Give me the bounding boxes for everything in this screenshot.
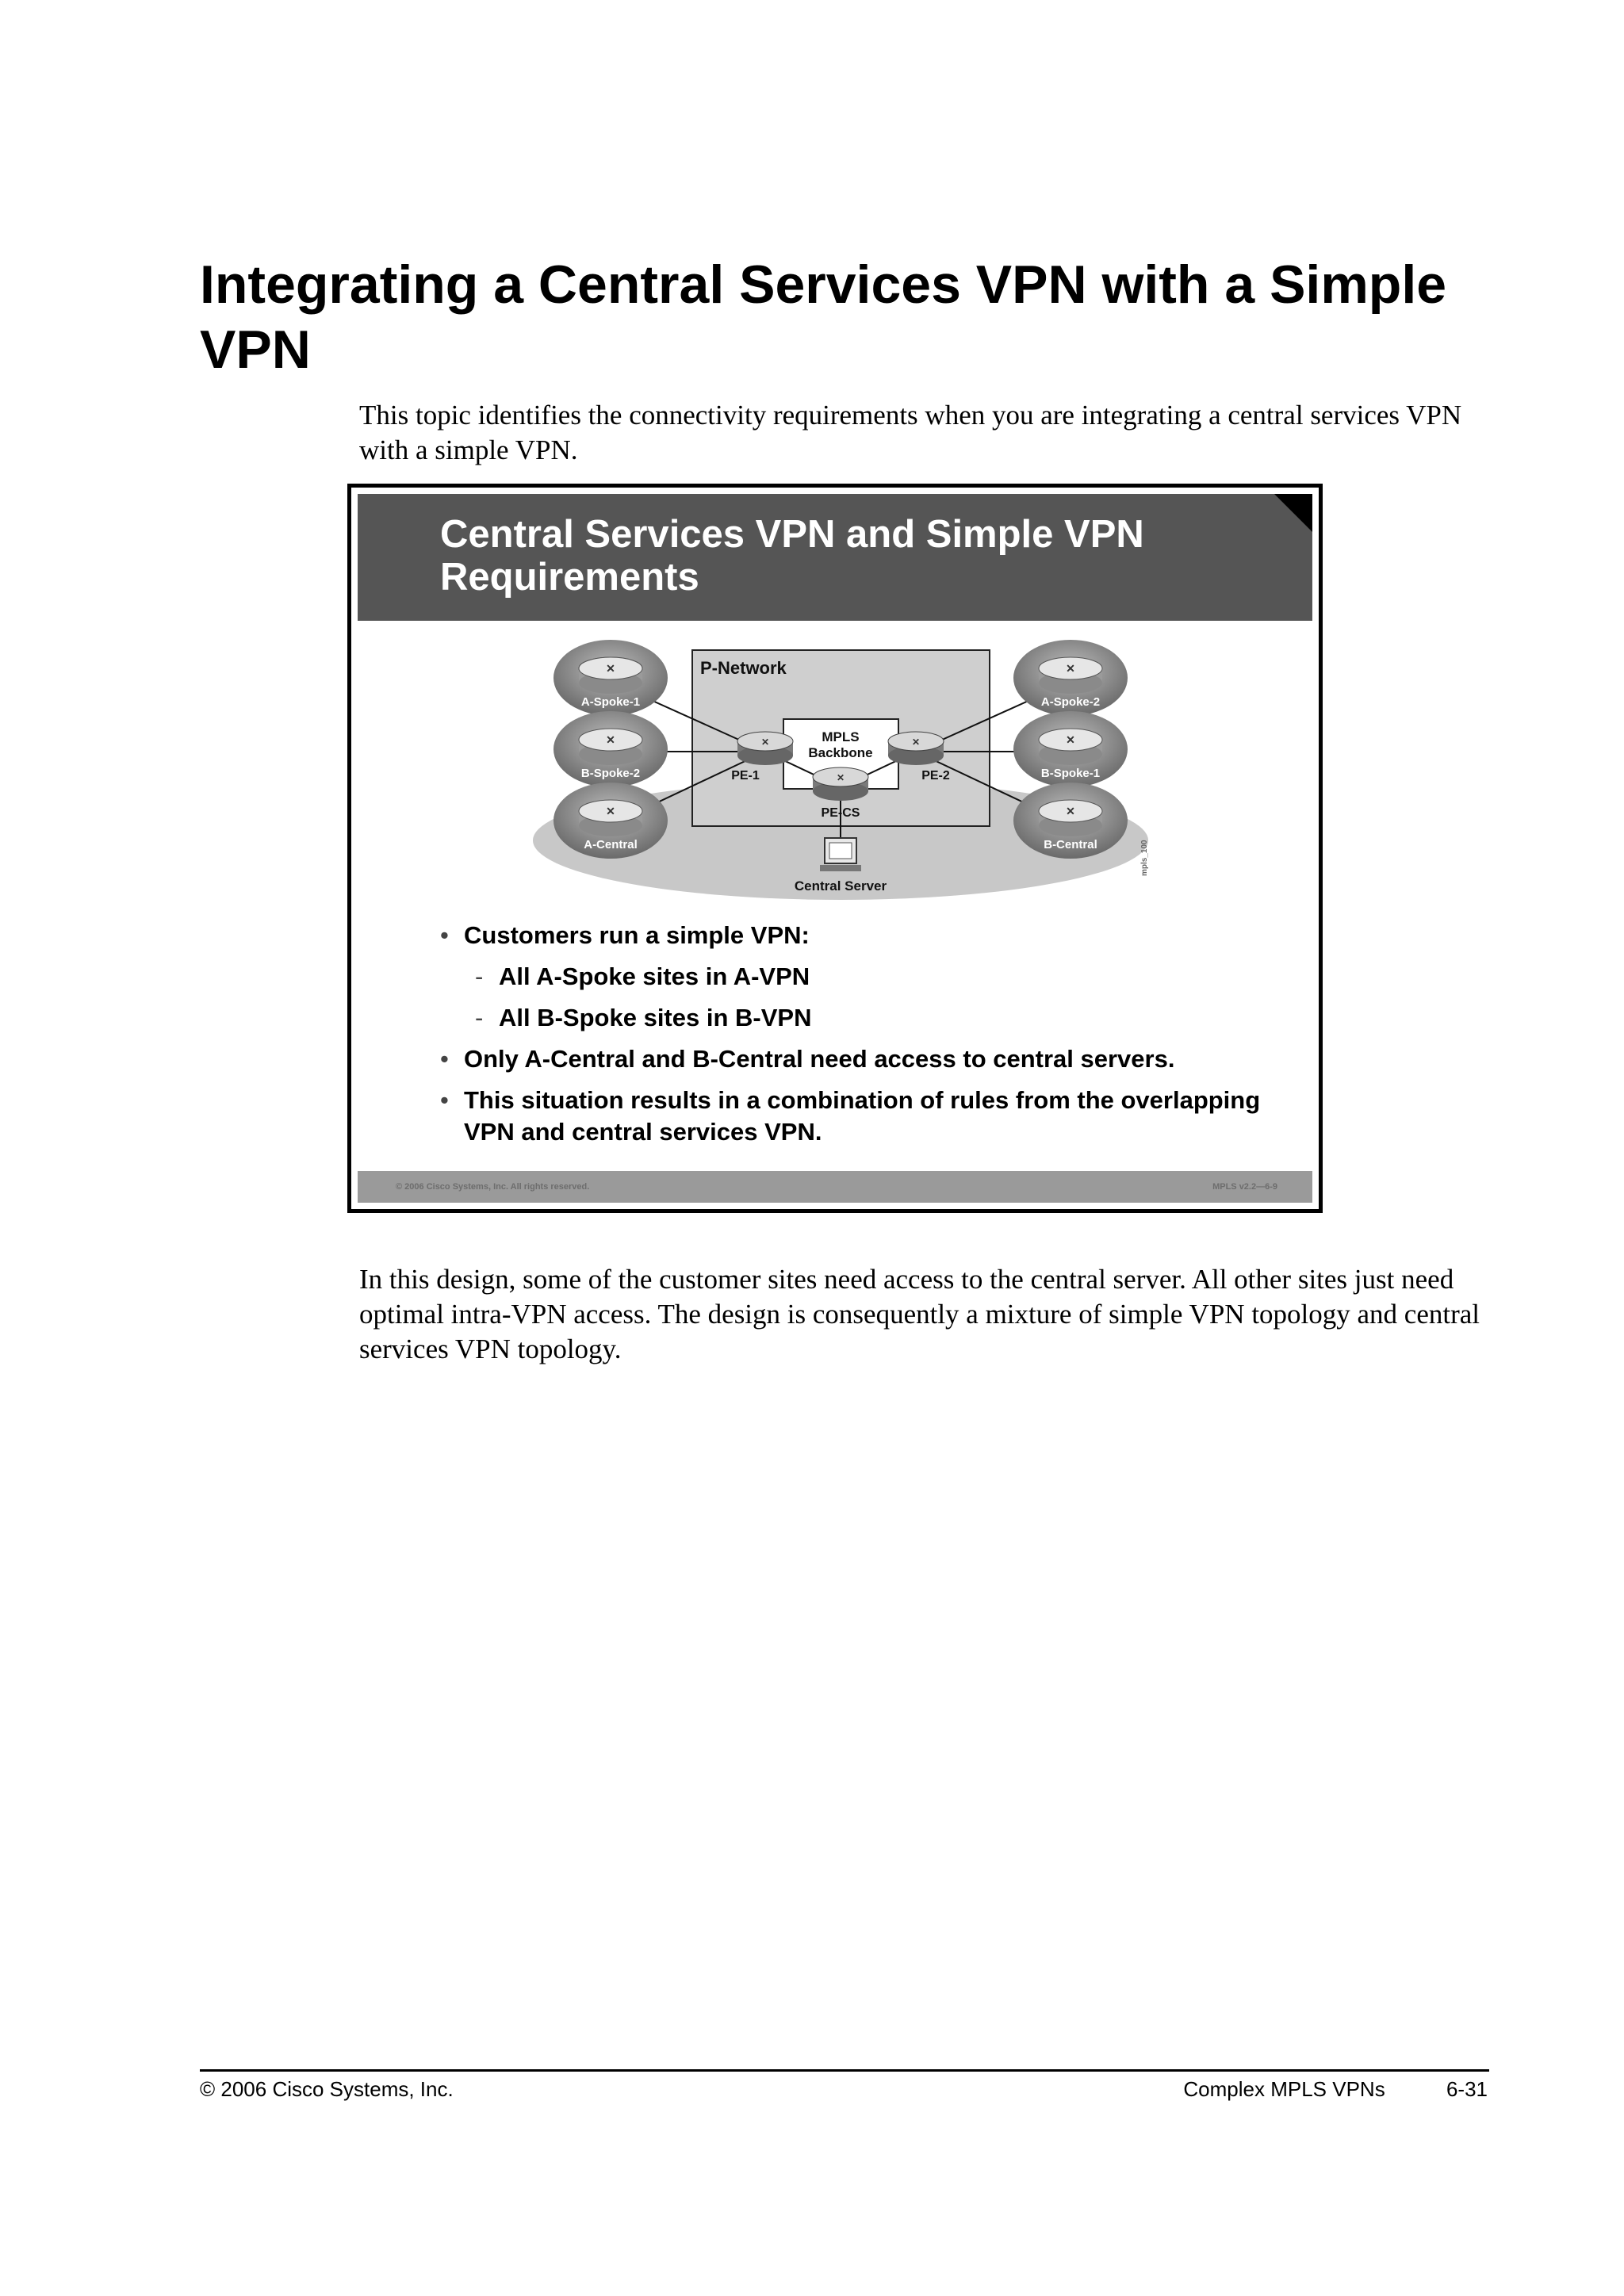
svg-text:✕: ✕ xyxy=(606,733,615,746)
site-b-spoke-1 xyxy=(1013,711,1128,787)
svg-text:B-Spoke-1: B-Spoke-1 xyxy=(1040,767,1101,780)
sub-bullet-item: - All B-Spoke sites in B-VPN xyxy=(475,1004,812,1031)
footer-divider xyxy=(200,2069,1489,2072)
backbone-label: Backbone xyxy=(808,745,873,760)
central-server-label: Central Server xyxy=(794,878,887,894)
svg-text:✕: ✕ xyxy=(606,805,615,817)
site-a-spoke-1 xyxy=(553,640,668,716)
bullet-item: • Only A-Central and B-Central need access to central servers. xyxy=(440,1045,1175,1073)
page-number: 6-31 xyxy=(1446,2077,1488,2101)
svg-text:✕: ✕ xyxy=(760,737,770,748)
sub-bullet-item: - All A-Spoke sites in A-VPN xyxy=(475,962,810,990)
svg-text:✕: ✕ xyxy=(911,737,921,748)
figure-id: mpls_100 xyxy=(1140,840,1149,876)
slide-header xyxy=(358,494,1312,621)
svg-text:A-Spoke-1: A-Spoke-1 xyxy=(580,695,641,709)
site-a-central xyxy=(553,783,668,859)
slide-course-code: MPLS v2.2—6-9 xyxy=(1212,1182,1277,1192)
site-b-spoke-2 xyxy=(553,711,668,787)
slide-footer xyxy=(358,1171,1312,1203)
p-network-label: P-Network xyxy=(700,658,787,678)
network-diagram xyxy=(523,630,1158,908)
footer-right xyxy=(1183,2077,1488,2102)
svg-text:B-Central: B-Central xyxy=(1044,838,1097,851)
mpls-label: MPLS xyxy=(822,729,860,744)
footer-copyright: © 2006 Cisco Systems, Inc. xyxy=(200,2077,454,2101)
slide-figure xyxy=(347,484,1323,1213)
svg-text:✕: ✕ xyxy=(836,772,845,783)
slide-copyright: © 2006 Cisco Systems, Inc. All rights reserved. xyxy=(396,1182,590,1192)
svg-text:✕: ✕ xyxy=(1066,805,1075,817)
svg-text:✕: ✕ xyxy=(1066,662,1075,675)
svg-text:A-Central: A-Central xyxy=(584,838,638,851)
body-paragraph: In this design, some of the customer sites need access to the central server. All other sites just need optimal intra-VPN access. The design is consequently a mixture of simple VPN topology and central services VPN topology. xyxy=(359,1264,1480,1364)
slide-bullets xyxy=(440,920,1281,1158)
intro-paragraph: This topic identifies the connectivity requirements when you are integrating a central services VPN with a simple VPN. xyxy=(359,400,1462,465)
svg-text:A-Spoke-2: A-Spoke-2 xyxy=(1040,695,1101,709)
svg-text:PE-1: PE-1 xyxy=(731,769,760,783)
svg-text:B-Spoke-2: B-Spoke-2 xyxy=(580,767,641,780)
svg-text:PE-2: PE-2 xyxy=(921,769,950,783)
slide-title: Central Services VPN and Simple VPN Requirements xyxy=(440,513,1144,599)
central-server-icon xyxy=(820,838,861,871)
site-b-central xyxy=(1013,783,1128,859)
svg-text:✕: ✕ xyxy=(606,662,615,675)
site-a-spoke-2 xyxy=(1013,640,1128,716)
bullet-item: • Customers run a simple VPN: xyxy=(440,921,810,949)
page-title: Integrating a Central Services VPN with a Simple VPN xyxy=(200,254,1447,380)
svg-text:PE-CS: PE-CS xyxy=(821,806,860,820)
svg-text:✕: ✕ xyxy=(1066,733,1075,746)
bullet-item: • This situation results in a combination of rules from the overlapping VPN and central services VPN. xyxy=(440,1086,1261,1146)
slide-corner-triangle xyxy=(1274,494,1312,532)
footer-section: Complex MPLS VPNs xyxy=(1183,2077,1385,2101)
